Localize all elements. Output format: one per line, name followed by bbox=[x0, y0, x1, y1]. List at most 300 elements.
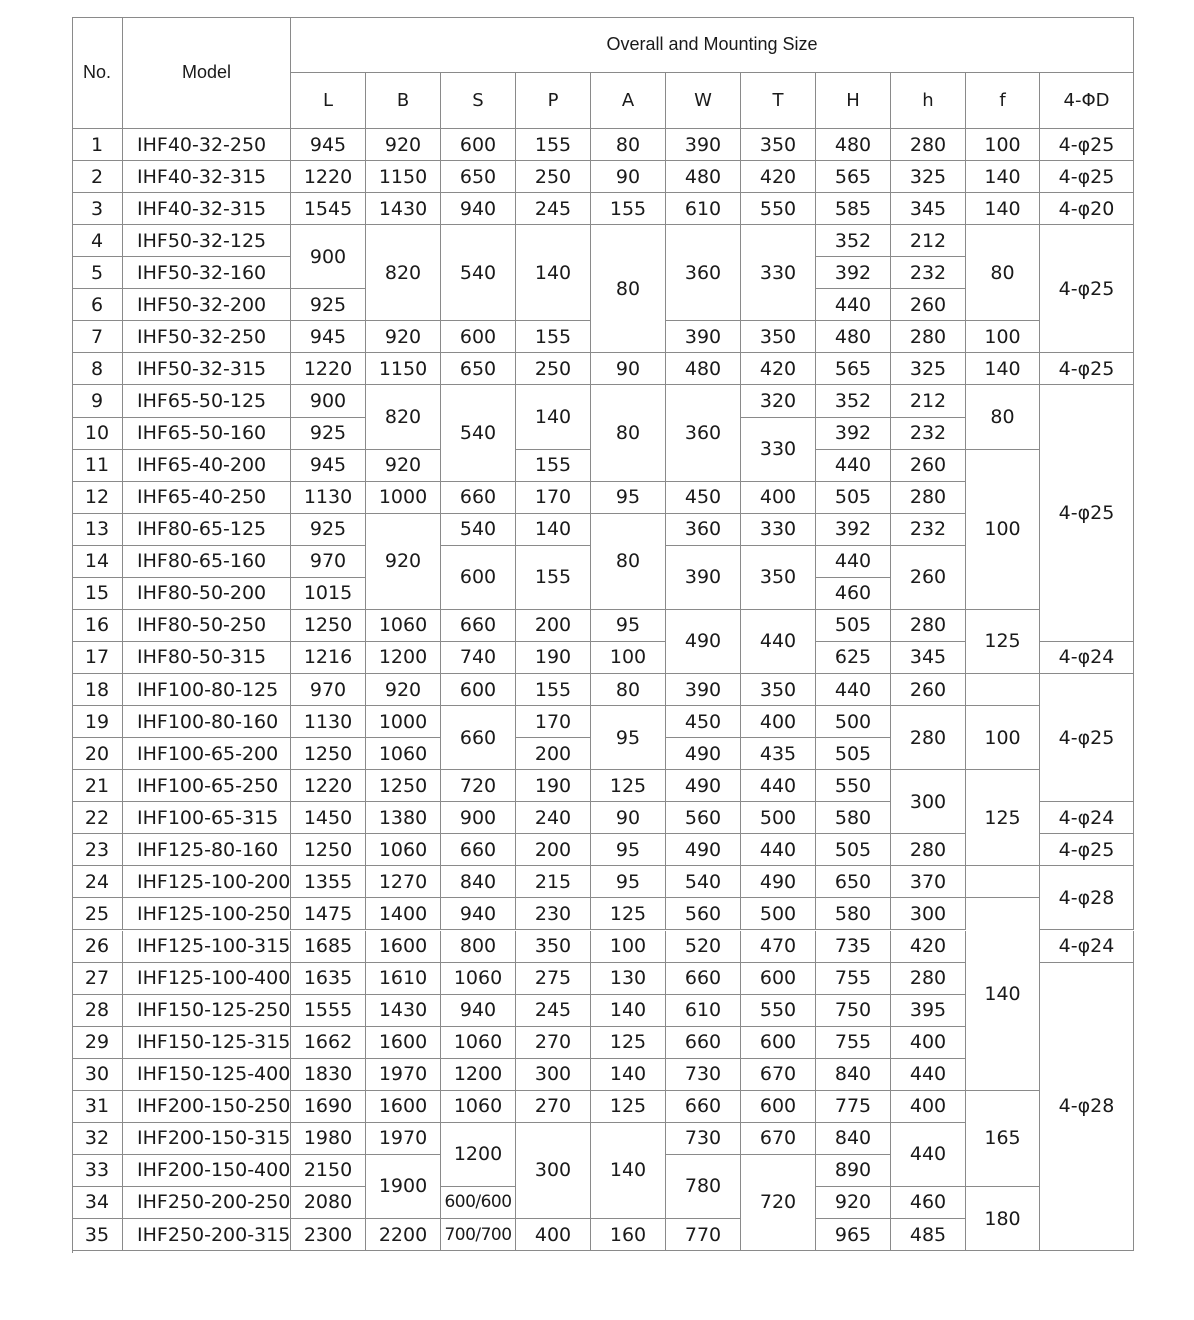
value-T: 350 bbox=[741, 129, 816, 161]
value-h: 300 bbox=[891, 898, 966, 930]
row-number: 19 bbox=[72, 706, 123, 738]
value-L: 970 bbox=[291, 546, 366, 578]
value-S: 540 bbox=[441, 385, 516, 481]
value-W: 730 bbox=[666, 1123, 741, 1155]
value-S: 660 bbox=[441, 482, 516, 514]
value-P: 350 bbox=[516, 931, 591, 963]
model-cell: IHF100-80-160 bbox=[123, 706, 291, 738]
row-number: 15 bbox=[72, 578, 123, 610]
value-A: 95 bbox=[591, 482, 666, 514]
value-A: 100 bbox=[591, 642, 666, 674]
value-B: 920 bbox=[366, 674, 441, 706]
value-L: 1220 bbox=[291, 161, 366, 193]
value-T: 500 bbox=[741, 898, 816, 930]
value-H: 440 bbox=[816, 674, 891, 706]
value-L: 1545 bbox=[291, 193, 366, 225]
value-L: 1662 bbox=[291, 1027, 366, 1059]
row-number: 4 bbox=[72, 225, 123, 257]
value-f bbox=[966, 866, 1040, 898]
value-H: 580 bbox=[816, 802, 891, 834]
value-S: 700/700 bbox=[441, 1219, 516, 1251]
row-number: 6 bbox=[72, 289, 123, 321]
value-S: 940 bbox=[441, 995, 516, 1027]
row-number: 32 bbox=[72, 1123, 123, 1155]
value-S: 740 bbox=[441, 642, 516, 674]
value-A: 80 bbox=[591, 514, 666, 610]
header-overall-size: Overall and Mounting Size bbox=[291, 17, 1134, 73]
value-W: 390 bbox=[666, 321, 741, 353]
value-P: 250 bbox=[516, 161, 591, 193]
model-cell: IHF65-40-200 bbox=[123, 450, 291, 482]
value-W: 770 bbox=[666, 1219, 741, 1251]
value-L: 1220 bbox=[291, 353, 366, 385]
value-B: 1270 bbox=[366, 866, 441, 898]
value-f: 100 bbox=[966, 450, 1040, 610]
header-col-T: T bbox=[741, 73, 816, 129]
value-B: 1060 bbox=[366, 738, 441, 770]
value-A: 140 bbox=[591, 995, 666, 1027]
header-col-L: L bbox=[291, 73, 366, 129]
value-h: 280 bbox=[891, 321, 966, 353]
value-P: 250 bbox=[516, 353, 591, 385]
model-cell: IHF80-50-315 bbox=[123, 642, 291, 674]
row-number: 13 bbox=[72, 514, 123, 546]
value-W: 360 bbox=[666, 385, 741, 481]
value-P: 275 bbox=[516, 963, 591, 995]
value-L: 1130 bbox=[291, 482, 366, 514]
value-W: 780 bbox=[666, 1155, 741, 1219]
value-H: 500 bbox=[816, 706, 891, 738]
row-number: 16 bbox=[72, 610, 123, 642]
value-L: 945 bbox=[291, 450, 366, 482]
value-W: 560 bbox=[666, 898, 741, 930]
value-P: 155 bbox=[516, 546, 591, 610]
value-A: 95 bbox=[591, 706, 666, 770]
value-H: 460 bbox=[816, 578, 891, 610]
value-T: 330 bbox=[741, 514, 816, 546]
model-cell: IHF200-150-400 bbox=[123, 1155, 291, 1187]
model-cell: IHF100-80-125 bbox=[123, 674, 291, 706]
value-L: 1250 bbox=[291, 610, 366, 642]
value-W: 730 bbox=[666, 1059, 741, 1091]
model-cell: IHF50-32-160 bbox=[123, 257, 291, 289]
value-S: 1060 bbox=[441, 1027, 516, 1059]
value-H: 480 bbox=[816, 321, 891, 353]
value-H: 392 bbox=[816, 257, 891, 289]
value-h: 485 bbox=[891, 1219, 966, 1251]
header-col-B: B bbox=[366, 73, 441, 129]
model-cell: IHF50-32-125 bbox=[123, 225, 291, 257]
model-cell: IHF40-32-315 bbox=[123, 161, 291, 193]
value-P: 245 bbox=[516, 193, 591, 225]
value-S: 800 bbox=[441, 931, 516, 963]
value-P: 200 bbox=[516, 610, 591, 642]
value-H: 505 bbox=[816, 834, 891, 866]
model-cell: IHF150-125-400 bbox=[123, 1059, 291, 1091]
value-L: 900 bbox=[291, 385, 366, 417]
value-S: 840 bbox=[441, 866, 516, 898]
value-W: 390 bbox=[666, 129, 741, 161]
value-f: 80 bbox=[966, 385, 1040, 449]
model-cell: IHF40-32-315 bbox=[123, 193, 291, 225]
row-number: 34 bbox=[72, 1187, 123, 1219]
value-T: 470 bbox=[741, 931, 816, 963]
value-W: 560 bbox=[666, 802, 741, 834]
value-H: 565 bbox=[816, 161, 891, 193]
value-T: 720 bbox=[741, 1155, 816, 1251]
value-B: 920 bbox=[366, 514, 441, 610]
value-S: 650 bbox=[441, 353, 516, 385]
row-number: 9 bbox=[72, 385, 123, 417]
value-h: 345 bbox=[891, 642, 966, 674]
model-cell: IHF100-65-315 bbox=[123, 802, 291, 834]
value-W: 390 bbox=[666, 674, 741, 706]
value-P: 400 bbox=[516, 1219, 591, 1251]
row-number: 7 bbox=[72, 321, 123, 353]
value-h: 260 bbox=[891, 450, 966, 482]
value-L: 925 bbox=[291, 289, 366, 321]
row-number: 11 bbox=[72, 450, 123, 482]
model-cell: IHF80-50-250 bbox=[123, 610, 291, 642]
value-B: 1970 bbox=[366, 1059, 441, 1091]
value-P: 140 bbox=[516, 514, 591, 546]
value-B: 1610 bbox=[366, 963, 441, 995]
value-H: 580 bbox=[816, 898, 891, 930]
value-L: 945 bbox=[291, 129, 366, 161]
value-A: 125 bbox=[591, 770, 666, 802]
value-T: 670 bbox=[741, 1123, 816, 1155]
model-cell: IHF125-80-160 bbox=[123, 834, 291, 866]
value-H: 440 bbox=[816, 289, 891, 321]
value-A: 80 bbox=[591, 385, 666, 481]
row-number: 30 bbox=[72, 1059, 123, 1091]
value-h: 400 bbox=[891, 1091, 966, 1123]
row-number: 1 bbox=[72, 129, 123, 161]
value-W: 610 bbox=[666, 995, 741, 1027]
value-P: 230 bbox=[516, 898, 591, 930]
row-number: 35 bbox=[72, 1219, 123, 1251]
value-H: 505 bbox=[816, 738, 891, 770]
value-h: 460 bbox=[891, 1187, 966, 1219]
value-P: 155 bbox=[516, 674, 591, 706]
value-h: 345 bbox=[891, 193, 966, 225]
value-B: 1600 bbox=[366, 931, 441, 963]
value-L: 2300 bbox=[291, 1219, 366, 1251]
value-W: 490 bbox=[666, 834, 741, 866]
value-B: 920 bbox=[366, 129, 441, 161]
value-W: 490 bbox=[666, 610, 741, 674]
value-L: 1220 bbox=[291, 770, 366, 802]
value-L: 2080 bbox=[291, 1187, 366, 1219]
value-h: 232 bbox=[891, 418, 966, 450]
value-P: 300 bbox=[516, 1059, 591, 1091]
header-col-f: f bbox=[966, 73, 1040, 129]
value-f: 140 bbox=[966, 193, 1040, 225]
row-number: 26 bbox=[72, 931, 123, 963]
value-H: 352 bbox=[816, 225, 891, 257]
row-number: 28 bbox=[72, 995, 123, 1027]
value-B: 1430 bbox=[366, 995, 441, 1027]
value-B: 1970 bbox=[366, 1123, 441, 1155]
value-S: 600 bbox=[441, 321, 516, 353]
value-W: 540 bbox=[666, 866, 741, 898]
value-H: 440 bbox=[816, 546, 891, 578]
value-bolt: 4-φ25 bbox=[1040, 225, 1134, 353]
value-h: 212 bbox=[891, 385, 966, 417]
row-number: 23 bbox=[72, 834, 123, 866]
value-f: 140 bbox=[966, 898, 1040, 1090]
row-number: 5 bbox=[72, 257, 123, 289]
value-L: 1250 bbox=[291, 834, 366, 866]
value-S: 600 bbox=[441, 674, 516, 706]
value-A: 90 bbox=[591, 161, 666, 193]
value-A: 160 bbox=[591, 1219, 666, 1251]
value-A: 80 bbox=[591, 129, 666, 161]
value-P: 190 bbox=[516, 642, 591, 674]
value-B: 1600 bbox=[366, 1091, 441, 1123]
value-B: 920 bbox=[366, 450, 441, 482]
value-h: 260 bbox=[891, 674, 966, 706]
value-h: 370 bbox=[891, 866, 966, 898]
value-A: 95 bbox=[591, 834, 666, 866]
value-T: 350 bbox=[741, 674, 816, 706]
value-P: 270 bbox=[516, 1027, 591, 1059]
value-S: 540 bbox=[441, 225, 516, 321]
value-h: 232 bbox=[891, 514, 966, 546]
value-L: 1130 bbox=[291, 706, 366, 738]
value-T: 400 bbox=[741, 706, 816, 738]
model-cell: IHF200-150-315 bbox=[123, 1123, 291, 1155]
value-H: 565 bbox=[816, 353, 891, 385]
value-A: 90 bbox=[591, 802, 666, 834]
value-T: 350 bbox=[741, 321, 816, 353]
value-bolt: 4-φ25 bbox=[1040, 674, 1134, 802]
value-B: 1200 bbox=[366, 642, 441, 674]
value-L: 1685 bbox=[291, 931, 366, 963]
value-f: 180 bbox=[966, 1187, 1040, 1251]
model-cell: IHF50-32-315 bbox=[123, 353, 291, 385]
value-B: 1060 bbox=[366, 610, 441, 642]
value-S: 660 bbox=[441, 834, 516, 866]
model-cell: IHF250-200-250 bbox=[123, 1187, 291, 1219]
value-T: 670 bbox=[741, 1059, 816, 1091]
value-h: 325 bbox=[891, 161, 966, 193]
value-bolt: 4-φ28 bbox=[1040, 963, 1134, 1252]
value-B: 1900 bbox=[366, 1155, 441, 1219]
value-L: 1830 bbox=[291, 1059, 366, 1091]
value-B: 1000 bbox=[366, 706, 441, 738]
value-h: 280 bbox=[891, 834, 966, 866]
row-number: 20 bbox=[72, 738, 123, 770]
value-H: 550 bbox=[816, 770, 891, 802]
value-A: 125 bbox=[591, 1091, 666, 1123]
value-T: 400 bbox=[741, 482, 816, 514]
value-h: 420 bbox=[891, 931, 966, 963]
model-cell: IHF65-40-250 bbox=[123, 482, 291, 514]
header-col-A: A bbox=[591, 73, 666, 129]
value-T: 600 bbox=[741, 1091, 816, 1123]
value-f: 80 bbox=[966, 225, 1040, 321]
value-W: 480 bbox=[666, 353, 741, 385]
value-W: 660 bbox=[666, 1091, 741, 1123]
row-number: 31 bbox=[72, 1091, 123, 1123]
model-cell: IHF80-65-160 bbox=[123, 546, 291, 578]
value-A: 95 bbox=[591, 866, 666, 898]
value-h: 440 bbox=[891, 1059, 966, 1091]
value-P: 200 bbox=[516, 738, 591, 770]
value-W: 480 bbox=[666, 161, 741, 193]
row-number: 22 bbox=[72, 802, 123, 834]
value-A: 140 bbox=[591, 1123, 666, 1219]
value-P: 245 bbox=[516, 995, 591, 1027]
value-B: 820 bbox=[366, 225, 441, 321]
value-H: 840 bbox=[816, 1059, 891, 1091]
value-f: 100 bbox=[966, 321, 1040, 353]
value-W: 660 bbox=[666, 1027, 741, 1059]
model-cell: IHF100-65-200 bbox=[123, 738, 291, 770]
value-T: 420 bbox=[741, 161, 816, 193]
value-P: 170 bbox=[516, 482, 591, 514]
row-number: 25 bbox=[72, 898, 123, 930]
value-W: 450 bbox=[666, 482, 741, 514]
value-S: 600/600 bbox=[441, 1187, 516, 1219]
value-S: 540 bbox=[441, 514, 516, 546]
value-A: 125 bbox=[591, 1027, 666, 1059]
value-H: 755 bbox=[816, 1027, 891, 1059]
value-f: 125 bbox=[966, 770, 1040, 866]
value-S: 600 bbox=[441, 129, 516, 161]
value-T: 500 bbox=[741, 802, 816, 834]
value-H: 625 bbox=[816, 642, 891, 674]
value-H: 735 bbox=[816, 931, 891, 963]
value-L: 1635 bbox=[291, 963, 366, 995]
value-L: 900 bbox=[291, 225, 366, 289]
value-S: 940 bbox=[441, 898, 516, 930]
value-h: 400 bbox=[891, 1027, 966, 1059]
row-number: 33 bbox=[72, 1155, 123, 1187]
row-number: 3 bbox=[72, 193, 123, 225]
model-cell: IHF50-32-200 bbox=[123, 289, 291, 321]
value-h: 280 bbox=[891, 706, 966, 770]
value-P: 300 bbox=[516, 1123, 591, 1219]
value-W: 360 bbox=[666, 514, 741, 546]
model-cell: IHF50-32-250 bbox=[123, 321, 291, 353]
value-P: 155 bbox=[516, 321, 591, 353]
value-W: 610 bbox=[666, 193, 741, 225]
value-f: 100 bbox=[966, 706, 1040, 770]
value-bolt: 4-φ25 bbox=[1040, 129, 1134, 161]
value-S: 600 bbox=[441, 546, 516, 610]
value-T: 320 bbox=[741, 385, 816, 417]
value-h: 280 bbox=[891, 610, 966, 642]
value-B: 1250 bbox=[366, 770, 441, 802]
value-H: 392 bbox=[816, 514, 891, 546]
row-number: 24 bbox=[72, 866, 123, 898]
value-L: 925 bbox=[291, 514, 366, 546]
value-T: 600 bbox=[741, 963, 816, 995]
value-L: 970 bbox=[291, 674, 366, 706]
value-P: 155 bbox=[516, 129, 591, 161]
model-cell: IHF40-32-250 bbox=[123, 129, 291, 161]
value-A: 130 bbox=[591, 963, 666, 995]
value-bolt: 4-φ28 bbox=[1040, 866, 1134, 930]
value-B: 1430 bbox=[366, 193, 441, 225]
value-P: 270 bbox=[516, 1091, 591, 1123]
row-number: 8 bbox=[72, 353, 123, 385]
value-L: 945 bbox=[291, 321, 366, 353]
value-W: 360 bbox=[666, 225, 741, 321]
value-T: 550 bbox=[741, 193, 816, 225]
value-T: 440 bbox=[741, 610, 816, 674]
value-f bbox=[966, 674, 1040, 706]
model-cell: IHF100-65-250 bbox=[123, 770, 291, 802]
value-h: 280 bbox=[891, 482, 966, 514]
value-L: 1690 bbox=[291, 1091, 366, 1123]
value-h: 260 bbox=[891, 289, 966, 321]
value-H: 352 bbox=[816, 385, 891, 417]
value-H: 505 bbox=[816, 482, 891, 514]
header-col-h: h bbox=[891, 73, 966, 129]
value-H: 585 bbox=[816, 193, 891, 225]
value-h: 395 bbox=[891, 995, 966, 1027]
row-number: 21 bbox=[72, 770, 123, 802]
model-cell: IHF65-50-160 bbox=[123, 418, 291, 450]
value-L: 1216 bbox=[291, 642, 366, 674]
value-P: 170 bbox=[516, 706, 591, 738]
value-W: 660 bbox=[666, 963, 741, 995]
value-B: 920 bbox=[366, 321, 441, 353]
value-S: 1060 bbox=[441, 963, 516, 995]
value-h: 232 bbox=[891, 257, 966, 289]
value-A: 155 bbox=[591, 193, 666, 225]
value-h: 280 bbox=[891, 963, 966, 995]
value-T: 490 bbox=[741, 866, 816, 898]
value-H: 965 bbox=[816, 1219, 891, 1251]
value-S: 650 bbox=[441, 161, 516, 193]
value-A: 80 bbox=[591, 225, 666, 353]
value-P: 155 bbox=[516, 450, 591, 482]
model-cell: IHF200-150-250 bbox=[123, 1091, 291, 1123]
value-T: 440 bbox=[741, 834, 816, 866]
value-T: 440 bbox=[741, 770, 816, 802]
value-P: 140 bbox=[516, 225, 591, 321]
value-W: 490 bbox=[666, 770, 741, 802]
header-col-P: P bbox=[516, 73, 591, 129]
value-H: 650 bbox=[816, 866, 891, 898]
value-bolt: 4-φ25 bbox=[1040, 834, 1134, 866]
value-B: 1060 bbox=[366, 834, 441, 866]
value-A: 80 bbox=[591, 674, 666, 706]
value-H: 505 bbox=[816, 610, 891, 642]
model-cell: IHF125-100-315 bbox=[123, 931, 291, 963]
value-S: 1200 bbox=[441, 1123, 516, 1187]
model-cell: IHF125-100-250 bbox=[123, 898, 291, 930]
value-B: 2200 bbox=[366, 1219, 441, 1251]
value-h: 325 bbox=[891, 353, 966, 385]
value-H: 890 bbox=[816, 1155, 891, 1187]
header-col-D: 4-ΦD bbox=[1040, 73, 1134, 129]
header-col-S: S bbox=[441, 73, 516, 129]
value-L: 1015 bbox=[291, 578, 366, 610]
value-W: 520 bbox=[666, 931, 741, 963]
value-A: 100 bbox=[591, 931, 666, 963]
value-T: 550 bbox=[741, 995, 816, 1027]
model-cell: IHF80-65-125 bbox=[123, 514, 291, 546]
value-h: 300 bbox=[891, 770, 966, 834]
value-S: 940 bbox=[441, 193, 516, 225]
value-f: 140 bbox=[966, 353, 1040, 385]
value-T: 600 bbox=[741, 1027, 816, 1059]
